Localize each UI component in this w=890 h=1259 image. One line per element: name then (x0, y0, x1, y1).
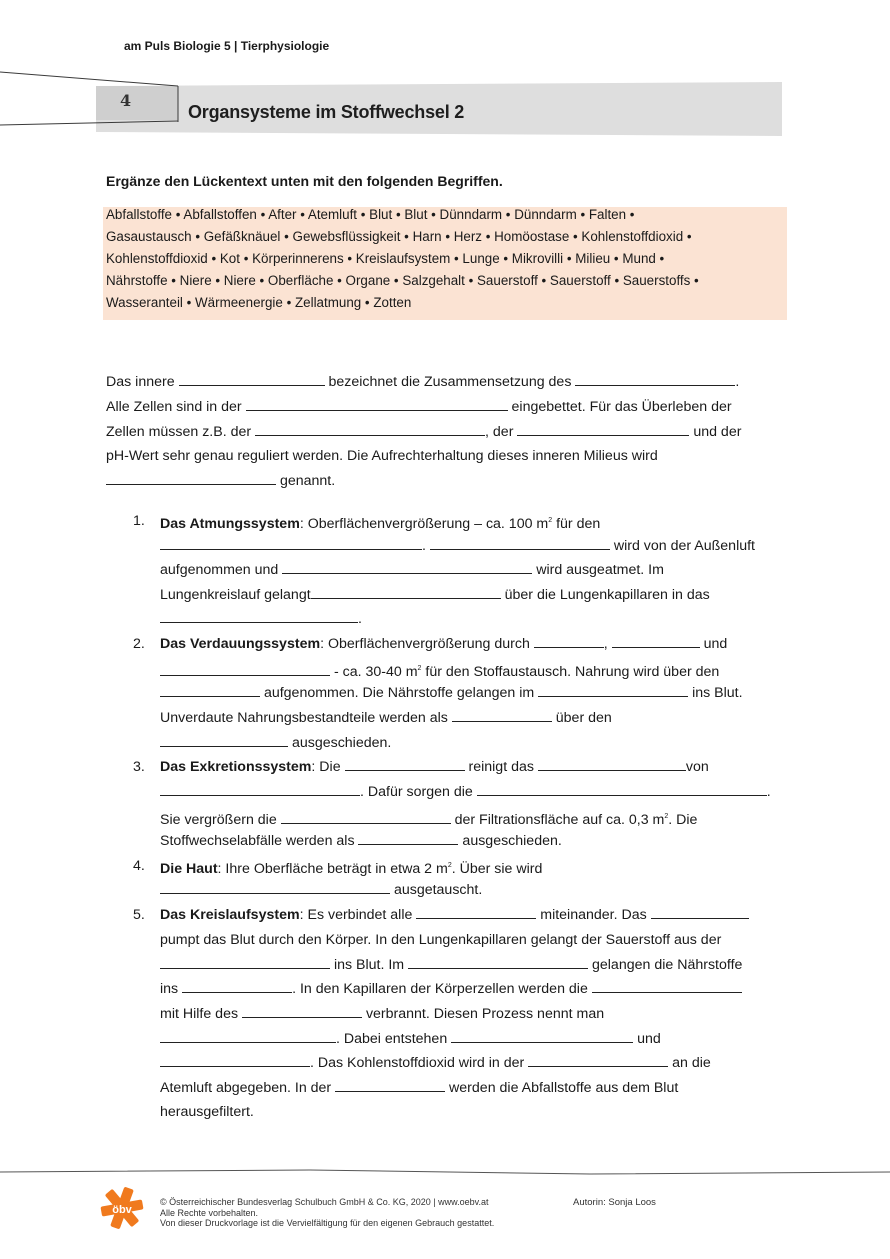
copyright (160, 1197, 494, 1229)
text: genannt. (276, 473, 336, 489)
gap-blank[interactable] (358, 832, 458, 845)
item-line (160, 783, 771, 801)
text: ins (160, 981, 183, 997)
gap-blank[interactable] (160, 663, 330, 676)
item-line (160, 1079, 678, 1097)
item-heading: Das Atmungssystem (160, 516, 300, 532)
copyright-line: Alle Rechte vorbehalten. (160, 1207, 259, 1218)
gap-blank[interactable] (281, 811, 451, 824)
intro-line (106, 423, 741, 441)
item-number: 1. (133, 513, 145, 529)
item-line (160, 857, 542, 878)
item-line (160, 660, 719, 681)
item-line (160, 832, 562, 850)
text: ausgeschieden. (458, 833, 562, 849)
gap-blank[interactable] (335, 1079, 445, 1092)
gap-blank[interactable] (182, 980, 292, 993)
item-line: herausgefiltert. (160, 1104, 254, 1120)
item-line (160, 808, 697, 829)
text: , (603, 636, 612, 652)
gap-blank[interactable] (311, 586, 501, 599)
gap-blank[interactable] (179, 373, 325, 386)
intro-line: pH-Wert sehr genau reguliert werden. Die Aufrechterhaltung dieses inneren Milieus wird (106, 448, 658, 464)
intro-line (106, 373, 739, 391)
text: über den (551, 710, 612, 726)
text: Stoffwechselabfälle werden als (160, 833, 359, 849)
text: ins Blut. (688, 685, 743, 701)
text: : Die (311, 759, 345, 775)
text: der Filtrationsfläche auf ca. 0,3 m (450, 812, 665, 828)
gap-blank[interactable] (592, 980, 742, 993)
item-line (160, 734, 391, 752)
gap-blank[interactable] (430, 537, 610, 550)
superscript: 2 (417, 665, 422, 672)
gap-blank[interactable] (612, 635, 700, 648)
terms-line: Wasseranteil • Wärmeenergie • Zellatmung • Zotten (106, 295, 412, 310)
text: für den (552, 516, 601, 532)
gap-blank[interactable] (528, 1054, 668, 1067)
oebv-logo (100, 1186, 144, 1230)
text: : Oberflächenvergrößerung – ca. 100 m (299, 516, 549, 532)
item-line (160, 537, 755, 555)
copyright-line: Von dieser Druckvorlage ist die Vervielfältigung für den eigenen Gebrauch gestattet. (160, 1218, 495, 1228)
text: . (735, 374, 740, 390)
text: - ca. 30-40 m (330, 664, 418, 680)
text: bezeichnet die Zusammensetzung des (324, 374, 576, 390)
text: . Über sie wird (451, 861, 543, 877)
text: : Es verbindet alle (299, 907, 417, 923)
item-line (160, 709, 612, 727)
text: . In den Kapillaren der Körperzellen werden die (292, 981, 592, 997)
text: wird ausgeatmet. Im (532, 562, 664, 578)
text: Das innere (106, 374, 179, 390)
gap-blank[interactable] (534, 635, 604, 648)
copyright-line: © Österreichischer Bundesverlag Schulbuch GmbH & Co. KG, 2020 | www.oebv.at (160, 1197, 489, 1207)
text: Alle Zellen sind in der (106, 399, 246, 415)
item-number: 2. (133, 636, 145, 652)
item-heading: Das Kreislaufsystem (160, 907, 300, 923)
text: , der (485, 424, 518, 440)
item-line (160, 1005, 604, 1023)
gap-blank[interactable] (160, 610, 358, 623)
gap-blank[interactable] (160, 734, 288, 747)
text: Sie vergrößern die (160, 812, 281, 828)
gap-blank[interactable] (106, 472, 276, 485)
gap-blank[interactable] (538, 758, 686, 771)
gap-blank[interactable] (575, 373, 735, 386)
author: Autorin: Sonja Loos (573, 1197, 656, 1208)
text: ausgetauscht. (390, 882, 483, 898)
item-line (160, 956, 742, 974)
superscript: 2 (664, 813, 669, 820)
text: . Dabei entstehen (336, 1031, 452, 1047)
text: und (633, 1031, 661, 1047)
gap-blank[interactable] (246, 398, 508, 411)
item-line (160, 980, 742, 998)
intro-line (106, 398, 732, 416)
logo-text: öbv (112, 1204, 132, 1216)
terms-line: Abfallstoffe • Abfallstoffen • After • Atemluft • Blut • Blut • Dünndarm • Dünndarm • Falten • (106, 207, 635, 222)
item-line (160, 906, 749, 924)
series-header: am Puls Biologie 5 | Tierphysiologie (124, 39, 330, 53)
gap-blank[interactable] (477, 783, 767, 796)
text: von (685, 759, 709, 775)
item-line (160, 635, 727, 653)
text: mit Hilfe des (160, 1006, 242, 1022)
item-line (160, 758, 709, 776)
item-number: 3. (133, 759, 145, 775)
terms-line: Nährstoffe • Niere • Niere • Oberfläche • Organe • Salzgehalt • Sauerstoff • Sauerstoff • Sauerstoffs • (106, 273, 699, 288)
item-line (160, 561, 664, 579)
gap-blank[interactable] (160, 684, 260, 697)
text: für den Stoffaustausch. Nahrung wird über den (421, 664, 720, 680)
terms-line: Kohlenstoffdioxid • Kot • Körperinnerens • Kreislaufsystem • Lunge • Mikrovilli • Milieu • Mund • (106, 251, 665, 266)
gap-blank[interactable] (416, 906, 536, 919)
text: ausgeschieden. (288, 735, 392, 751)
text: miteinander. Das (536, 907, 651, 923)
text: und (699, 636, 728, 652)
item-heading: Die Haut (160, 861, 218, 877)
superscript: 2 (548, 517, 553, 524)
gap-blank[interactable] (242, 1005, 362, 1018)
intro-line (106, 472, 335, 490)
gap-blank[interactable] (651, 906, 749, 919)
item-heading: Das Exkretionssystem (160, 759, 312, 775)
text: verbrannt. Diesen Prozess nennt man (362, 1006, 605, 1022)
text: werden die Abfallstoffe aus dem Blut (445, 1080, 679, 1096)
text: Zellen müssen z.B. der (106, 424, 256, 440)
gap-blank[interactable] (408, 956, 588, 969)
item-number: 4. (133, 858, 145, 874)
superscript: 2 (447, 862, 452, 869)
text: wird von der Außenluft (609, 538, 755, 554)
gap-blank[interactable] (160, 1054, 310, 1067)
text: aufgenommen und (160, 562, 283, 578)
text: an die (668, 1055, 711, 1071)
item-line (160, 610, 362, 628)
text: über die Lungenkapillaren in das (500, 587, 710, 603)
text: . Die (668, 812, 698, 828)
item-line (160, 586, 710, 604)
text: Unverdaute Nahrungsbestandteile werden als (160, 710, 452, 726)
text: . Dafür sorgen die (360, 784, 477, 800)
unit-number: 4 (120, 91, 132, 110)
text: . (358, 611, 362, 627)
page-title: Organsysteme im Stoffwechsel 2 (188, 102, 465, 122)
text: . (766, 784, 771, 800)
text: und der (689, 424, 742, 440)
item-line (160, 1054, 711, 1072)
gap-blank[interactable] (160, 881, 390, 894)
task-instruction: Ergänze den Lückentext unten mit den folgenden Begriffen. (106, 173, 503, 189)
gap-blank[interactable] (160, 537, 422, 550)
text: . (422, 538, 430, 554)
terms-line: Gasaustausch • Gefäßknäuel • Gewebsflüssigkeit • Harn • Herz • Homöostase • Kohlenstoffdioxid • (106, 229, 692, 244)
text: reinigt das (464, 759, 538, 775)
item-line (160, 1030, 661, 1048)
gap-blank[interactable] (160, 956, 330, 969)
text: : Oberflächenvergrößerung durch (320, 636, 534, 652)
text: : Ihre Oberfläche beträgt in etwa 2 m (217, 861, 448, 877)
text: gelangen die Nährstoffe (588, 957, 743, 973)
gap-blank[interactable] (451, 1030, 633, 1043)
gap-blank[interactable] (160, 783, 360, 796)
gap-blank[interactable] (517, 423, 689, 436)
gap-blank[interactable] (345, 758, 465, 771)
item-number: 5. (133, 907, 145, 923)
terms-box (103, 207, 787, 320)
text: eingebettet. Für das Überleben der (507, 399, 732, 415)
gap-blank[interactable] (282, 561, 532, 574)
gap-blank[interactable] (255, 423, 485, 436)
footer-divider (0, 1160, 890, 1180)
text: aufgenommen. Die Nährstoffe gelangen im (260, 685, 539, 701)
item-line (160, 512, 600, 533)
item-line: pumpt das Blut durch den Körper. In den Lungenkapillaren gelangt der Sauerstoff aus der (160, 932, 722, 948)
text: . Das Kohlenstoffdioxid wird in der (310, 1055, 529, 1071)
item-line (160, 684, 743, 702)
item-heading: Das Verdauungssystem (160, 636, 321, 652)
text: ins Blut. Im (330, 957, 409, 973)
text: Lungenkreislauf gelangt (160, 587, 311, 603)
gap-blank[interactable] (452, 709, 552, 722)
gap-blank[interactable] (538, 684, 688, 697)
gap-blank[interactable] (160, 1030, 336, 1043)
item-line (160, 881, 482, 899)
text: Atemluft abgegeben. In der (160, 1080, 336, 1096)
